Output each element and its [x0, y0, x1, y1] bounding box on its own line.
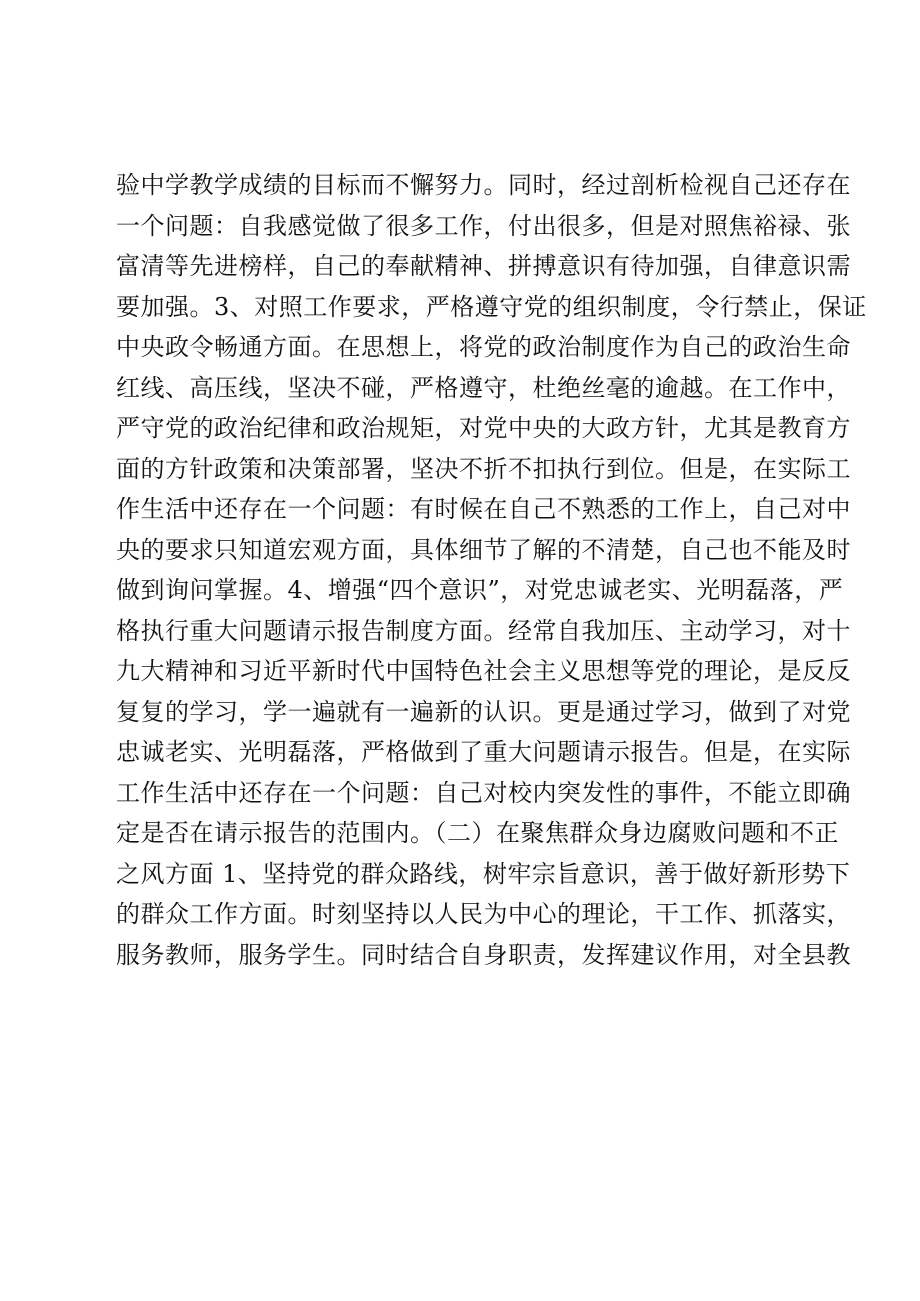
text-line-3: 富清等先进榜样，自己的奉献精神、拼搏意识有待加强，自律意识需: [116, 252, 851, 280]
text-line-11: 做到询问掌握。4、增强“四个意识”，对党忠诚老实、光明磊落，严: [116, 576, 844, 604]
text-line-6: 红线、高压线，坚决不碰，严格遵守，杜绝丝毫的逾越。在工作中，: [116, 373, 851, 402]
text-line-20: 服务教师，服务学生。同时结合自身职责，发挥建议作用，对全县教: [116, 940, 851, 969]
text-line-4: 要加强。3、对照工作要求，严格遵守党的组织制度，令行禁止，保证: [116, 292, 867, 321]
text-line-7: 严守党的政治纪律和政治规矩，对党中央的大政方针，尤其是教育方: [116, 414, 851, 442]
text-line-17: 定是否在请示报告的范围内。（二）在聚焦群众身边腐败问题和不正: [116, 819, 839, 847]
text-line-8: 面的方针政策和决策部署，坚决不折不扣执行到位。但是，在实际工: [116, 454, 851, 483]
text-line-2: 一个问题：自我感觉做了很多工作，付出很多，但是对照焦裕禄、张: [116, 211, 851, 240]
document-body: [116, 165, 867, 975]
text-line-19: 的群众工作方面。时刻坚持以人民为中心的理论，干工作、抓落实，: [116, 900, 851, 928]
text-line-10: 央的要求只知道宏观方面，具体细节了解的不清楚，自己也不能及时: [116, 535, 851, 564]
text-line-5: 中央政令畅通方面。在思想上，将党的政治制度作为自己的政治生命: [116, 333, 851, 361]
text-line-12: 格执行重大问题请示报告制度方面。经常自我加压、主动学习，对十: [116, 616, 851, 645]
text-line-15: 忠诚老实、光明磊落，严格做到了重大问题请示报告。但是，在实际: [116, 738, 851, 766]
text-line-1: 验中学教学成绩的目标而不懈努力。同时，经过剖析检视自己还存在: [116, 171, 851, 199]
text-line-16: 工作生活中还存在一个问题：自己对校内突发性的事件，不能立即确: [116, 778, 851, 807]
text-line-13: 九大精神和习近平新时代中国特色社会主义思想等党的理论，是反反: [116, 657, 851, 685]
text-line-9: 作生活中还存在一个问题：有时候在自己不熟悉的工作上，自己对中: [116, 495, 851, 523]
text-line-14: 复复的学习，学一遍就有一遍新的认识。更是通过学习，做到了对党: [116, 697, 851, 726]
text-line-18: 之风方面 1、坚持党的群众路线，树牢宗旨意识，善于做好新形势下: [116, 859, 851, 888]
